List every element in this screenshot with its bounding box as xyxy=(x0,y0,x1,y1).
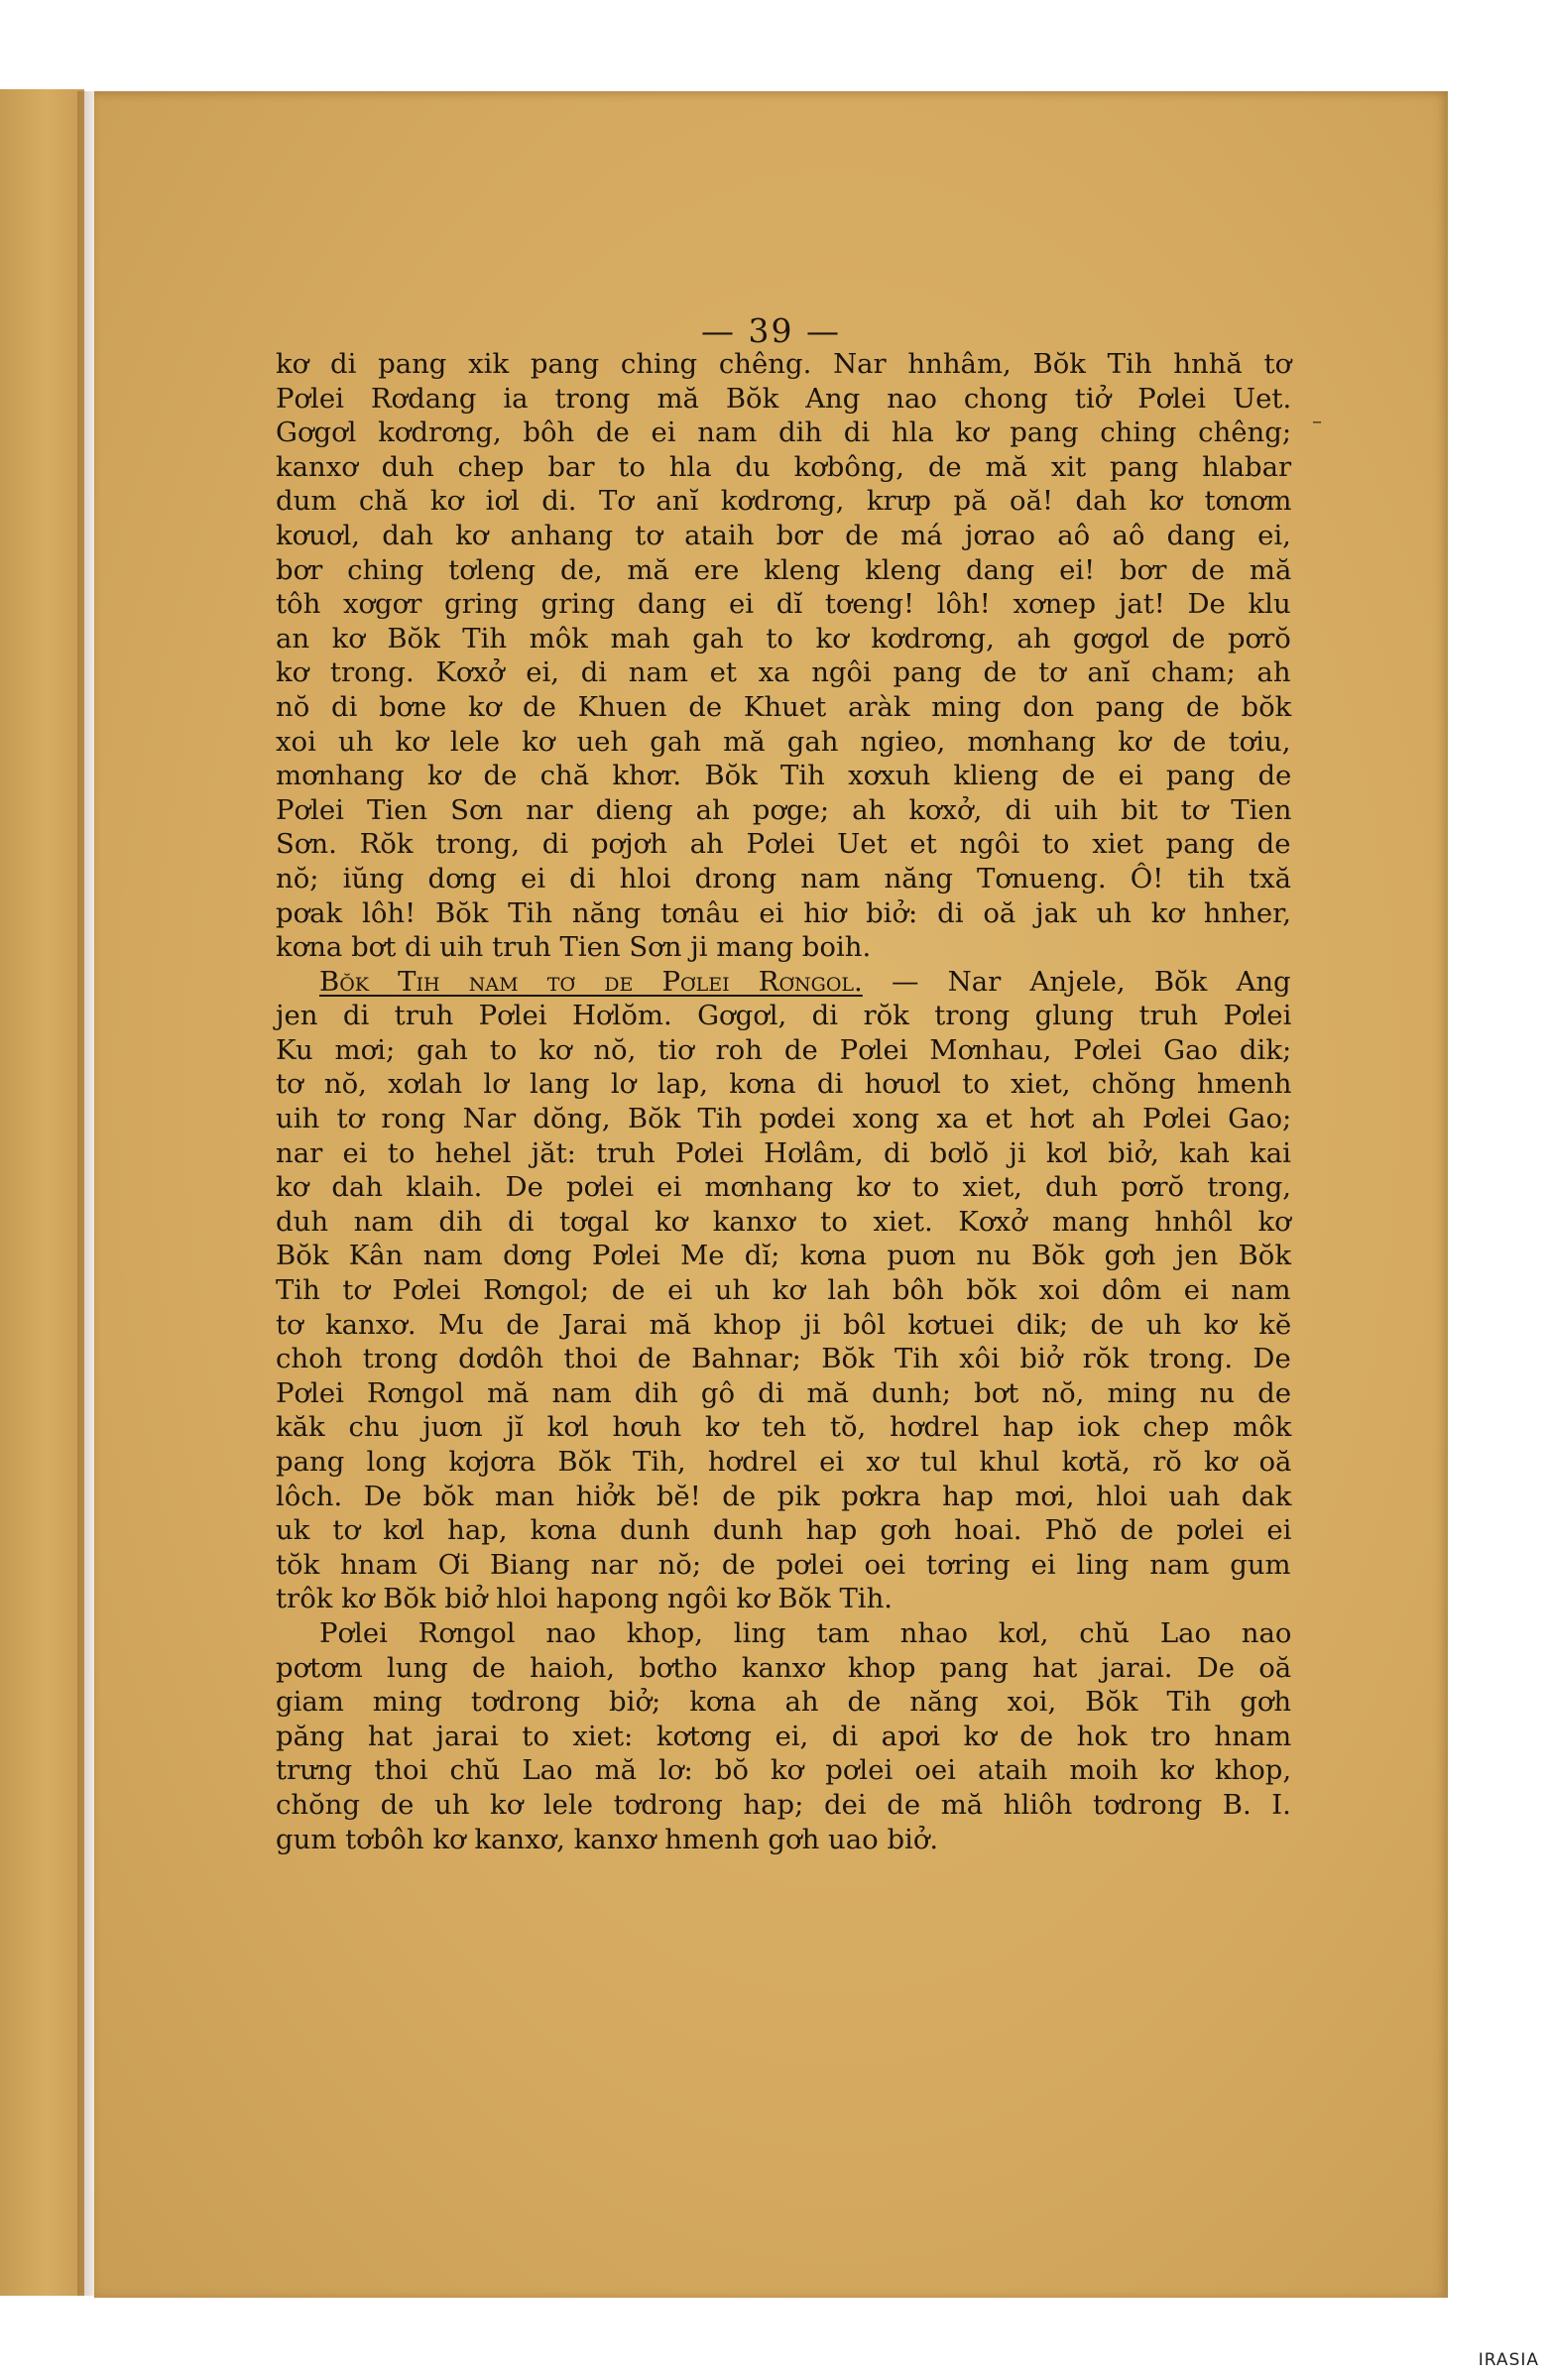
text-line: duh nam dih di tơgal kơ kanxơ to xiet. Kơxở mang hnhôl kơ xyxy=(276,1205,1291,1238)
paragraph-2 xyxy=(276,965,1291,1616)
text-line: kơ di pang xik pang ching chêng. Nar hnhâm, Bŏk Tih hnhă tơ xyxy=(276,348,1292,380)
text-line: uk tơ kơl hap, kơna dunh dunh hap gơh hoai. Phŏ de pơlei ei xyxy=(276,1514,1292,1547)
text-line: trôk kơ Bŏk biở hloi hapong ngôi kơ Bŏk Tih. xyxy=(276,1583,894,1615)
text-line: kơ dah klaih. De pơlei ei mơnhang kơ to xiet, duh pơrŏ trong, xyxy=(276,1171,1292,1204)
text-line: jen di truh Pơlei Hơlŏm. Gơgơl, di rŏk trong glung truh Pơlei xyxy=(276,1000,1292,1032)
margin-mark: – xyxy=(1312,409,1322,432)
text-line: pang long kơjơra Bŏk Tih, hơdrel ei xơ tul khul kơtă, rŏ kơ oă xyxy=(276,1446,1292,1478)
text-line: păng hat jarai to xiet: kơtơng ei, di apơi kơ de hok tro hnam xyxy=(276,1720,1292,1752)
text-line: nŏ; iŭng dơng ei di hloi drong nam năng Tơnueng. Ô! tih txă xyxy=(276,862,1291,894)
text-line: Pơlei Tien Sơn nar dieng ah pơge; ah kơxở, di uih bit tơ Tien xyxy=(276,793,1292,826)
text-line: bơr ching tơleng de, mă ere kleng kleng dang ei! bơr de mă xyxy=(276,553,1292,586)
text-line: mơnhang kơ de chă khơr. Bŏk Tih xơxuh klieng de ei pang de xyxy=(276,760,1292,792)
text-line: Pơlei Rơngol mă nam dih gô di mă dunh; bơt nŏ, ming nu de xyxy=(276,1376,1292,1409)
paragraph-2-first-line xyxy=(276,965,1291,1000)
paragraph-1 xyxy=(276,347,1291,965)
text-line: chŏng de uh kơ lele tơdrong hap; dei de mă hliôh tơdrong B. I. xyxy=(276,1788,1291,1821)
text-line: pơak lôh! Bŏk Tih năng tơnâu ei hiơ biở: di oă jak uh kơ hnher, xyxy=(276,896,1292,929)
text-line: choh trong dơdôh thoi de Bahnar; Bŏk Tih xôi biở rŏk trong. De xyxy=(276,1343,1291,1375)
text-line: tôh xơgơr gring gring dang ei dĭ tơeng! lôh! xơnep jat! De klu xyxy=(276,588,1291,621)
text-line: Ku mơi; gah to kơ nŏ, tiơ roh de Pơlei Mơnhau, Pơlei Gao dik; xyxy=(276,1033,1292,1066)
text-line: trưng thoi chŭ Lao mă lơ: bŏ kơ pơlei oei ataih moih kơ khop, xyxy=(276,1754,1292,1787)
text-line: giam ming tơdrong biở; kơna ah de năng xoi, Bŏk Tih gơh xyxy=(276,1686,1292,1719)
text-line: Bŏk Kân nam dơng Pơlei Me dĭ; kơna puơn nu Bŏk gơh jen Bŏk xyxy=(276,1240,1291,1272)
text-line: nŏ di bơne kơ de Khuen de Khuet aràk ming don pang de bŏk xyxy=(276,690,1292,723)
text-line: pơtơm lung de haioh, bơtho kanxơ khop pang hat jarai. De oă xyxy=(276,1651,1292,1684)
book-page xyxy=(94,91,1448,2298)
text-line: uih tơ rong Nar dŏng, Bŏk Tih pơdei xong xa et hơt ah Pơlei Gao; xyxy=(276,1103,1292,1135)
heading-line-rest: — Nar Anjele, Bŏk Ang xyxy=(862,965,1291,998)
text-line: gum tơbôh kơ kanxơ, kanxơ hmenh gơh uao biở. xyxy=(276,1823,939,1855)
body-text xyxy=(276,347,1291,1856)
left-page-edge xyxy=(0,89,84,2296)
text-line: tơ nŏ, xơlah lơ lang lơ lap, kơna di hơuơl to xiet, chŏng hmenh xyxy=(276,1068,1292,1101)
paragraph-3 xyxy=(276,1616,1291,1856)
text-line: lôch. De bŏk man hiởk bĕ! de pik pơkra hap mơi, hloi uah dak xyxy=(276,1480,1292,1512)
text-line: Pơlei Rơdang ia trong mă Bŏk Ang nao chong tiở Pơlei Uet. xyxy=(276,382,1292,415)
text-line: kơna bơt di uih truh Tien Sơn ji mang boih. xyxy=(276,931,872,964)
text-line: kơ trong. Kơxở ei, di nam et xa ngôi pang de tơ anĭ cham; ah xyxy=(276,656,1291,689)
text-line: Gơgơl kơdrơng, bôh de ei nam dih di hla kơ pang ching chêng; xyxy=(276,416,1292,449)
text-line: Pơlei Rơngol nao khop, ling tam nhao kơl, chŭ Lao nao xyxy=(319,1616,1292,1649)
text-line: Tih tơ Pơlei Rơngol; de ei uh kơ lah bôh bŏk xoi dôm ei nam xyxy=(276,1274,1291,1307)
text-line: kăk chu juơn jĭ kơl hơuh kơ teh tŏ, hơdrel hap iok chep môk xyxy=(276,1411,1292,1444)
text-line: tơ kanxơ. Mu de Jarai mă khop ji bôl kơtuei dik; de uh kơ kĕ xyxy=(276,1308,1292,1341)
text-line: kơuơl, dah kơ anhang tơ ataih bơr de má jơrao aô aô dang ei, xyxy=(276,519,1291,551)
text-line: Sơn. Rŏk trong, di pơjơh ah Pơlei Uet et ngôi to xiet pang de xyxy=(276,828,1291,861)
text-line: nar ei to hehel jăt: truh Pơlei Hơlâm, di bơlŏ ji kơl biở, kah kai xyxy=(276,1136,1291,1169)
watermark-text: IRASIA xyxy=(1478,2350,1539,2370)
text-line: dum chă kơ iơl di. Tơ anĭ kơdrơng, krưp pă oă! dah kơ tơnơm xyxy=(276,485,1292,518)
text-line: kanxơ duh chep bar to hla du kơbông, de mă xit pang hlabar xyxy=(276,450,1292,483)
text-line: xoi uh kơ lele kơ ueh gah mă gah ngieo, mơnhang kơ de tơiu, xyxy=(276,725,1291,758)
text-line: an kơ Bŏk Tih môk mah gah to kơ kơdrơng, ah gơgơl de pơrŏ xyxy=(276,622,1291,654)
text-line: tŏk hnam Ơi Biang nar nŏ; de pơlei oei tơring ei ling nam gum xyxy=(276,1548,1291,1581)
page-number: — 39 — xyxy=(701,311,841,350)
section-heading: Bŏk Tih nam tơ de Pơlei Rơngol. xyxy=(319,965,863,998)
